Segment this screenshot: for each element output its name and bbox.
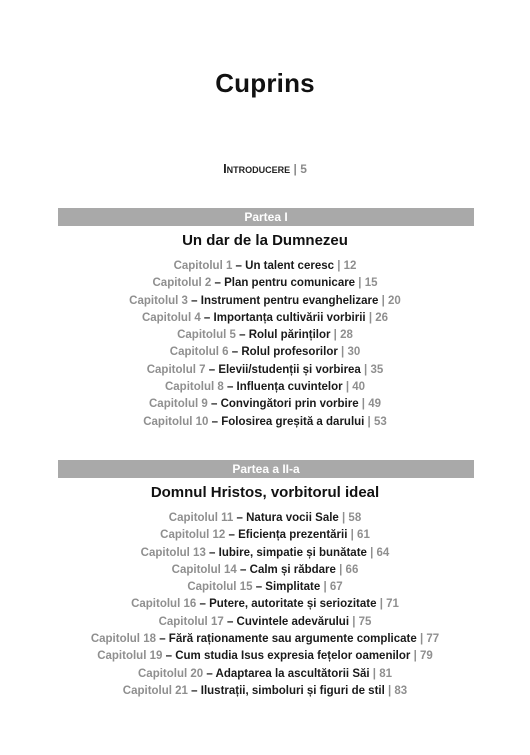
chapter-entry: [0, 327, 530, 344]
chapter-entry: [0, 596, 530, 613]
chapter-separator: |: [416, 633, 427, 646]
chapter-separator: |: [365, 311, 376, 324]
chapter-label: Capitolul 20: [138, 667, 204, 680]
part-1-bar: Partea I: [58, 208, 474, 226]
chapter-entry: [0, 648, 530, 665]
chapter-separator: |: [384, 684, 395, 697]
chapter-dash: –: [205, 363, 219, 376]
chapter-label: Capitolul 15: [187, 581, 253, 594]
chapter-label: Capitolul 19: [97, 650, 163, 663]
chapter-name: Rolul profesorilor: [241, 346, 338, 359]
chapter-dash: –: [211, 277, 225, 290]
chapter-dash: –: [225, 529, 239, 542]
chapter-dash: –: [187, 294, 201, 307]
chapter-entry: [0, 379, 530, 396]
chapter-separator: |: [334, 260, 344, 272]
chapter-name: Folosirea greșită a darului: [221, 415, 365, 428]
part-2-title: Domnul Hristos, vorbitorul ideal: [150, 484, 380, 501]
intro-label: Introducere: [223, 161, 291, 176]
chapter-dash: –: [156, 633, 169, 646]
chapter-entry: [0, 614, 530, 631]
chapter-name: Iubire, simpatie și bunătate: [218, 546, 367, 559]
chapter-page: 28: [340, 329, 353, 342]
chapter-separator: |: [360, 363, 371, 376]
chapter-dash: –: [196, 598, 210, 611]
chapter-separator: |: [335, 563, 346, 576]
part-1-chapter-list: [0, 258, 530, 431]
chapter-page: 79: [419, 650, 433, 663]
chapter-name: Fără raționamente sau argumente complicate: [168, 633, 417, 646]
chapter-name: Putere, autoritate și seriozitate: [209, 598, 377, 611]
chapter-page: 40: [352, 381, 366, 394]
chapter-entry: [0, 683, 530, 700]
chapter-name: Importanța cultivării vorbirii: [213, 311, 366, 324]
chapter-dash: –: [223, 615, 237, 628]
chapter-page: 53: [373, 415, 387, 428]
intro-page: 5: [300, 162, 307, 176]
chapter-page: 64: [376, 546, 390, 559]
chapter-name: Adaptarea la ascultătorii Săi: [215, 667, 370, 680]
chapter-label: Capitolul 9: [149, 398, 208, 411]
chapter-page: 15: [364, 277, 378, 290]
chapter-page: 81: [379, 667, 392, 680]
chapter-dash: –: [228, 346, 242, 359]
chapter-name: Cuvintele adevărului: [236, 615, 350, 628]
chapter-name: Natura vocii Sale: [246, 512, 339, 524]
chapter-dash: –: [207, 398, 221, 411]
chapter-label: Capitolul 3: [129, 294, 188, 307]
chapter-page: 12: [343, 260, 357, 272]
chapter-label: Capitolul 6: [169, 346, 229, 359]
chapter-dash: –: [232, 260, 246, 272]
chapter-page: 30: [347, 346, 361, 359]
chapter-label: Capitolul 10: [143, 415, 209, 428]
page-title: Cuprins: [215, 68, 315, 98]
chapter-separator: |: [320, 581, 330, 594]
chapter-separator: |: [378, 294, 389, 307]
chapter-entry: [0, 666, 530, 683]
chapter-label: Capitolul 4: [141, 311, 201, 324]
chapter-name: Plan pentru comunicare: [224, 277, 356, 290]
chapter-page: 61: [357, 529, 370, 542]
chapter-entry: [0, 631, 530, 648]
chapter-dash: –: [187, 684, 201, 697]
chapter-label: Capitolul 8: [164, 381, 224, 394]
chapter-page: 77: [426, 633, 440, 646]
chapter-separator: |: [366, 546, 377, 559]
chapter-page: 58: [348, 512, 362, 524]
chapter-name: Influența cuvintelor: [236, 381, 343, 394]
chapter-entry: [0, 510, 530, 527]
chapter-separator: |: [355, 277, 365, 290]
chapter-name: Rolul părinților: [248, 329, 331, 342]
chapter-label: Capitolul 18: [90, 633, 156, 646]
chapter-entry: [0, 396, 530, 413]
chapter-separator: |: [410, 650, 420, 663]
chapter-page: 83: [394, 684, 408, 697]
chapter-label: Capitolul 16: [131, 598, 197, 611]
chapter-name: Cum studia Isus expresia fețelor oamenilor: [175, 650, 411, 663]
chapter-page: 20: [388, 294, 401, 307]
chapter-separator: |: [338, 512, 349, 524]
chapter-label: Capitolul 5: [177, 329, 236, 342]
chapter-separator: |: [337, 346, 348, 359]
chapter-entry: [0, 562, 530, 579]
chapter-dash: –: [205, 546, 219, 559]
chapter-label: Capitolul 11: [168, 512, 234, 524]
chapter-page: 75: [358, 615, 372, 628]
chapter-page: 26: [375, 311, 389, 324]
part-1-title: Un dar de la Dumnezeu: [182, 232, 348, 249]
chapter-name: Calm și răbdare: [249, 563, 336, 576]
chapter-separator: |: [349, 615, 359, 628]
chapter-label: Capitolul 12: [160, 529, 226, 542]
chapter-page: 71: [386, 598, 399, 611]
chapter-name: Eficiența prezentării: [238, 529, 348, 542]
chapter-label: Capitolul 13: [140, 546, 206, 559]
chapter-page: 35: [370, 363, 384, 376]
chapter-dash: –: [162, 650, 176, 663]
chapter-name: Convingători prin vorbire: [220, 398, 359, 411]
chapter-dash: –: [233, 512, 247, 524]
chapter-page: 49: [368, 398, 381, 411]
chapter-separator: |: [358, 398, 369, 411]
part-2-chapter-list: [0, 510, 530, 700]
chapter-label: Capitolul 1: [173, 260, 233, 272]
chapter-name: Ilustrații, simboluri și figuri de stil: [200, 684, 385, 697]
chapter-label: Capitolul 7: [146, 363, 206, 376]
chapter-entry: [0, 527, 530, 544]
chapter-entry: [0, 362, 530, 379]
chapter-entry: [0, 258, 530, 275]
intro-entry: [0, 161, 530, 176]
chapter-dash: –: [208, 415, 222, 428]
chapter-dash: –: [203, 667, 216, 680]
chapter-label: Capitolul 21: [122, 684, 188, 697]
chapter-name: Instrument pentru evanghelizare: [200, 294, 379, 307]
chapter-dash: –: [252, 581, 266, 594]
chapter-label: Capitolul 14: [171, 563, 237, 576]
chapter-entry: [0, 310, 530, 327]
chapter-entry: [0, 545, 530, 562]
chapter-page: 66: [345, 563, 359, 576]
chapter-name: Simplitate: [265, 581, 321, 594]
chapter-dash: –: [236, 563, 250, 576]
part-2-bar: Partea a II-a: [58, 460, 474, 478]
chapter-separator: |: [342, 381, 353, 394]
chapter-separator: |: [364, 415, 374, 428]
chapter-entry: [0, 414, 530, 431]
chapter-separator: |: [330, 329, 341, 342]
chapter-label: Capitolul 17: [158, 615, 224, 628]
chapter-name: Un talent ceresc: [245, 260, 335, 272]
chapter-separator: |: [376, 598, 387, 611]
chapter-separator: |: [347, 529, 358, 542]
chapter-page: 67: [329, 581, 343, 594]
chapter-name: Elevii/studenții și vorbirea: [218, 363, 361, 376]
chapter-entry: [0, 344, 530, 361]
chapter-dash: –: [235, 329, 249, 342]
chapter-entry: [0, 579, 530, 596]
chapter-dash: –: [223, 381, 237, 394]
chapter-dash: –: [200, 311, 214, 324]
chapter-entry: [0, 275, 530, 292]
chapter-separator: |: [369, 667, 380, 680]
chapter-entry: [0, 293, 530, 310]
intro-separator: |: [293, 162, 297, 176]
chapter-label: Capitolul 2: [152, 277, 212, 290]
